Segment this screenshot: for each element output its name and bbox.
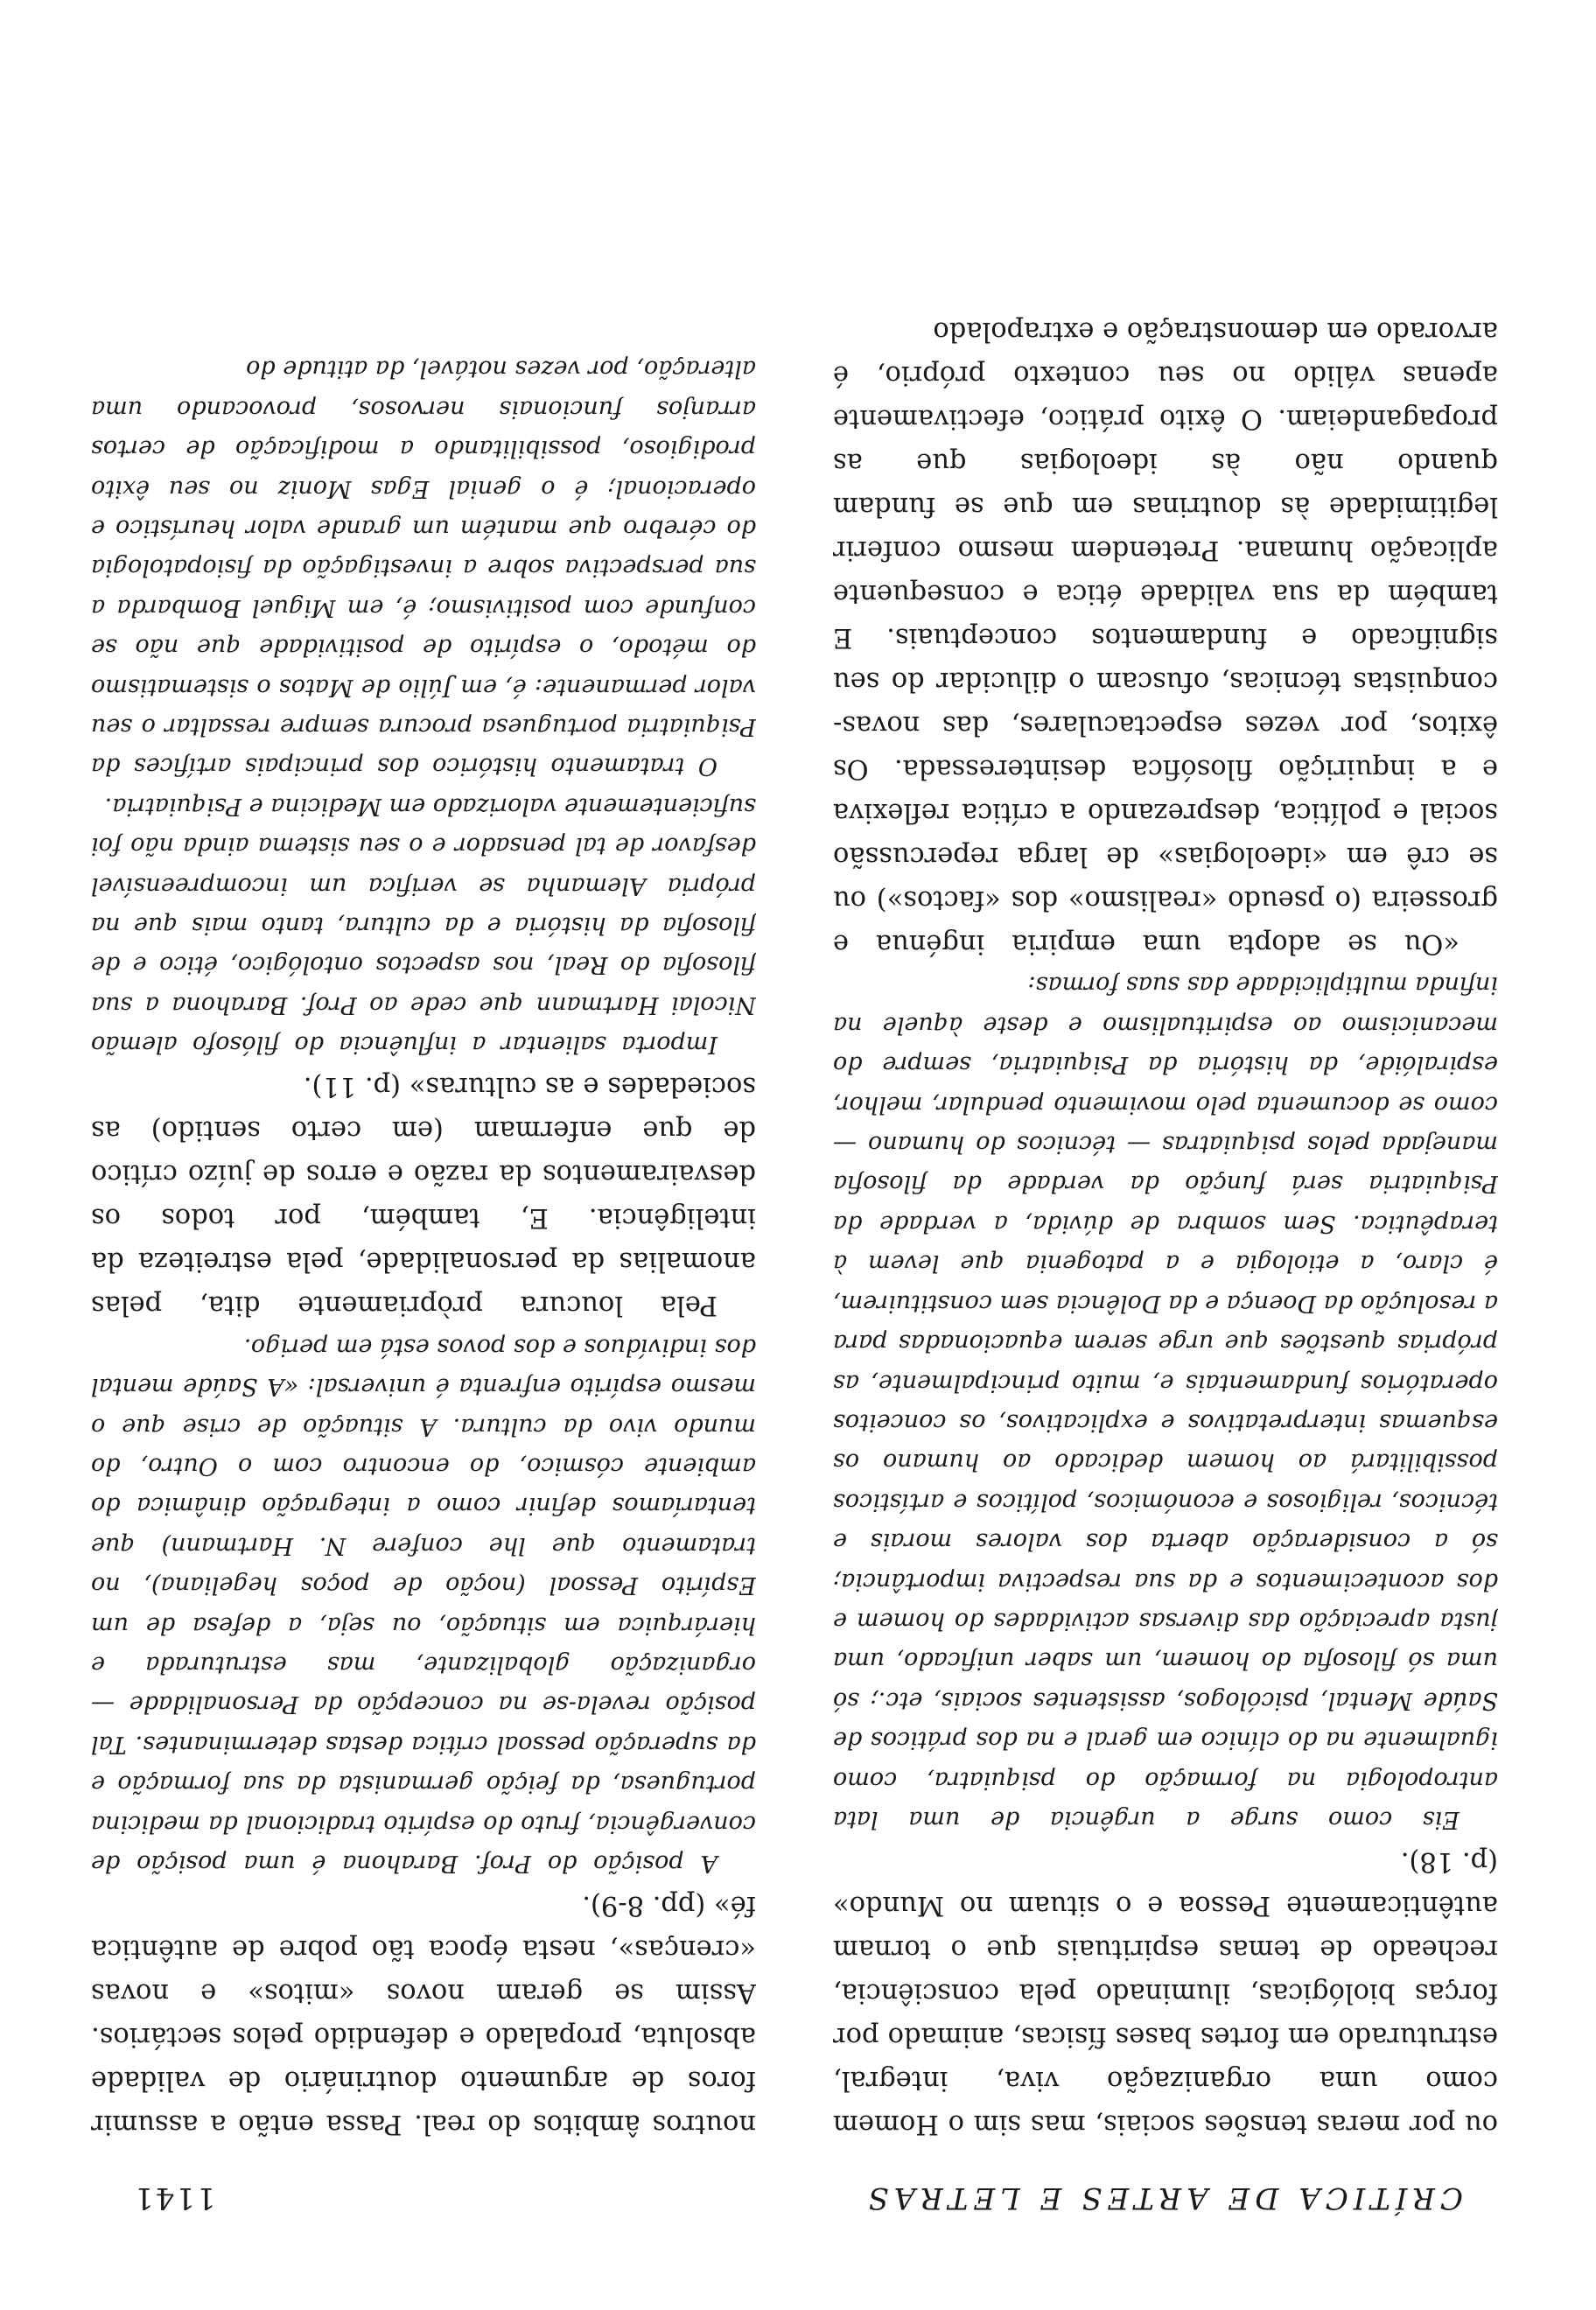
quoted-paragraph: Eis como surge a urgência de uma lata antropologia na formação do psiquiatra, como igualmente na do clínico em geral e na dos práticos de Saúde Mental, psicólogos, assistentes sociais, etc.; só uma só filosofia do homem, um saber unificado, uma justa apreciação das diversas actividades do homem e dos acontecimentos e da sua respectiva importância; só a consideração aberta dos valores morais e técnicos, religiosos e económicos, políticos e artísticos possibilitará ao homem dedicado ao humano os esquemas interpretativos e explicativos, os conceitos operatórios fundamentais e, muito principalmente, as próprias questões que urge serem equacionadas para a resolução da Doença e da Dolência sem constituirem, é claro, a etiologia e a patogenia que levem à terapêutica. Sem sombra de dúvida, a verdade da Psiquiatria será função da verdade da filosofia manejada pelos psiquiatras — técnicos do humano — como se documenta pelo movimento pendular, melhor, espiralóide, da história da Psiquiatria, sempre do mecanicismo ao espiritualismo e deste àquele na infinda multiplicidade das suas formas:	[833, 971, 1498, 1833]
page-number: 1141	[133, 2180, 216, 2216]
paragraph: ou por meras tensões sociais, mas sim o Homem como uma organização viva, integral, estruturado em fortes bases físicas, animado por forças biológicas, iluminado pela consciência, recheado de temas espirituais que o tornam autênticamente Pessoa e o situam no Mundo» (p. 18).	[833, 1846, 1498, 2139]
quoted-paragraph: Importa salientar a influência do filósofo alemão Nicolai Hartmann que cede ao Prof. Barahona a sua filosofia do Real, nos aspectos ontológico, ético e de filosofia da história e da cultura, tanto mais que na própria Alemanha se verifica um incompreensível desfavor de tal pensador e o seu sistema ainda não foi suficientemente valorizado em Medicina e Psiquiatria.	[91, 792, 756, 1059]
quoted-paragraph: O tratamento histórico dos principais artífices da Psiquiatria portuguesa procura sempre ressaltar o seu valor permanente: é, em Júlio de Matos o sistematismo do método, o espírito de positividade que não se confunde com positivismo; é, em Miguel Bombarda a sua perspectiva sobre a investigação da fisiopatologia do cérebro que mantém um grande valor heurístico e operacional; é o genial Egas Moniz no seu êxito prodigioso, possibilitando a modificação de certos arranjos funcionais nervosos, provocando uma alteração, por vezes notável, da atitude do	[91, 355, 756, 780]
paragraph: «Ou se adopta uma empiria ingénua e grosseira (o pseudo «realismo» dos «factos») ou se crê em «ideologias» de larga repercussão social e política, desprezando a crítica reflexiva e a inquirição filosófica desinteressada. Os êxitos, por vezes espectaculares, das novas-conquistas técnicas, ofuscam o dilucidar do seu significado e fundamentos conceptuais. E também da sua validade ética e consequente aplicação humana. Pretendem mesmo conferir legitimidade às doutrinas em que se fundam quando não às ideologias que as propagandeiam. O êxito prático, efectivamente apenas válido no seu contexto próprio, é arvorado em demonstração e extrapolado	[833, 316, 1498, 960]
quoted-paragraph: A posição do Prof. Barahona é uma posição de convergência, fruto do espírito tradicional da medicina portuguesa, da feição germanista da sua formação e da superação pessoal crítica destas determinantes. Tal posição revela-se na concepção da Personalidade — organização globalizante, mas estruturada e hierárquica em situação, ou seja, a defesa de um Espírito Pessoal (noção de poços hegeliana), no tratamento que lhe confere N. Hartmann) que tentaríamos definir como a integração dinâmica do ambiente cósmico, do encontro com o Outro, do mundo vivo da cultura. A situação de crise que o mesmo espírito enfrenta é universal: «A Saúde mental dos indivíduos e dos povos está em perigo.	[91, 1333, 756, 1877]
paragraph: noutros âmbitos do real. Passa então a assumir foros de argumento doutrinário de validade absoluta, propalado e defendido pelos sectários. Assim se geram novos «mitos» e novas «crenças», nesta época tão pobre de autêntica fé» (pp. 8-9).	[91, 1890, 756, 2139]
left-column	[833, 63, 1498, 2146]
running-title: CRÍTICA DE ARTES E LETRAS	[863, 2180, 1463, 2216]
paragraph: Pela loucura pròpriamente dita, pelas anomalias da personalidade, pela estreiteza da inteligência. E, também, por todos os desvairamentos da razão e erros de juízo crítico de que enfermam (em certo sentido) as sociedades e as culturas» (p. 11).	[91, 1071, 756, 1321]
right-column	[91, 63, 756, 2146]
